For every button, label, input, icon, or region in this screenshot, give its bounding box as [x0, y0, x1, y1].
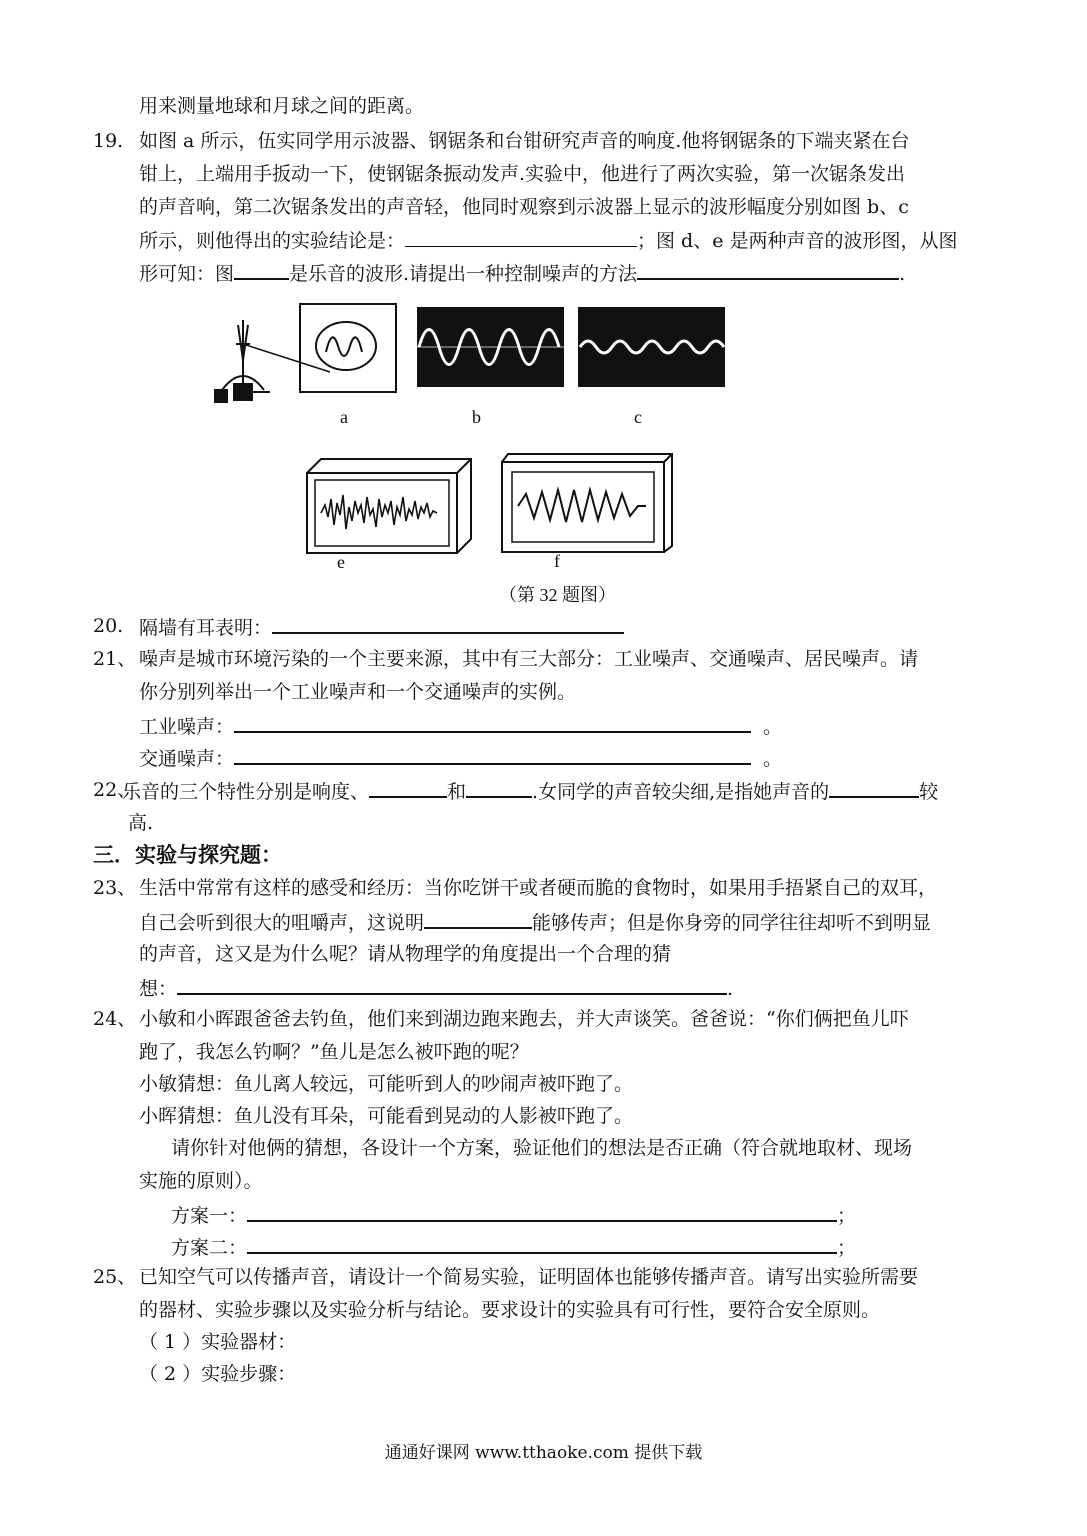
q21-industry-label: 工业噪声： — [139, 716, 235, 738]
q19-music-figure-blank[interactable] — [234, 260, 289, 280]
figure-label-a: a — [340, 407, 348, 427]
q19-line3: 的声音响，第二次锯条发出的声音轻，他同时观察到示波器上显示的波形幅度分别如图 b、c — [139, 196, 909, 218]
q19-line4-text2: ；图 d、e 是两种声音的波形图，从图 — [637, 230, 958, 252]
q22-text-d: 较 — [919, 781, 939, 803]
q21-line2: 你分别列举出一个工业噪声和一个交通噪声的实例。 — [139, 681, 577, 703]
q19-line5-text: 形可知：图 — [139, 263, 235, 285]
q20-answer-blank[interactable] — [272, 614, 624, 634]
figure-c-soft-wave — [578, 307, 725, 387]
q19-line4-text: 所示，则他得出的实验结论是： — [139, 230, 406, 252]
figure-e-noise-waveform — [303, 455, 475, 555]
section-3-heading: 三．实验与探究题： — [93, 842, 282, 867]
q25-number: 25、 — [93, 1266, 137, 1288]
q24-plan2-line — [171, 1234, 856, 1260]
q24-line6: 实施的原则）。 — [139, 1170, 263, 1192]
q24-plan1-label: 方案一： — [171, 1205, 248, 1227]
q23-line3: 的声音，这又是为什么呢？请从物理学的角度提出一个合理的猜 — [139, 943, 672, 965]
q21-number: 21、 — [93, 648, 137, 670]
q23-line1: 生活中常常有这样的感受和经历：当你吃饼干或者硬而脆的食物时，如果用手捂紧自己的双耳， — [139, 877, 938, 899]
q24-line2: 跑了，我怎么钓啊？”鱼儿是怎么被吓跑的呢？ — [139, 1041, 529, 1063]
figure-label-e: e — [337, 552, 345, 572]
q19-line5 — [139, 260, 905, 286]
q21-traffic-label: 交通噪声： — [139, 748, 235, 770]
q21-industry-blank[interactable] — [234, 713, 751, 733]
figure-label-b: b — [472, 407, 481, 427]
q22-number: 22、 — [93, 779, 137, 801]
q24-plan2-blank[interactable] — [247, 1234, 837, 1254]
q25-item1: （ 1 ）实验器材： — [139, 1331, 297, 1353]
q21-traffic-blank[interactable] — [234, 745, 751, 765]
q24-number: 24、 — [93, 1008, 137, 1030]
q18-tail: 用来测量地球和月球之间的距离。 — [139, 95, 425, 117]
q22-blank-3[interactable] — [829, 778, 919, 798]
q22-text-b: 和 — [447, 781, 467, 803]
page-footer: 通通好课网 www.tthaoke.com 提供下载 — [384, 1443, 703, 1463]
q24-line5: 请你针对他俩的猜想，各设计一个方案，验证他们的想法是否正确（符合就地取材、现场 — [171, 1137, 913, 1159]
q24-plan2-end: ； — [837, 1237, 857, 1259]
q23-line2-text: 自己会听到很大的咀嚼声，这说明 — [139, 912, 425, 934]
q22-text-a: 乐音的三个特性分别是响度、 — [122, 781, 370, 803]
q19-conclusion-blank[interactable] — [405, 228, 637, 247]
q21-industry-line — [139, 713, 782, 739]
q23-guess-blank[interactable] — [177, 975, 727, 995]
q19-number: 19. — [93, 130, 124, 152]
q21-industry-end: 。 — [763, 716, 783, 738]
q23-number: 23、 — [93, 877, 137, 899]
q25-line2: 的器材、实验步骤以及实验分析与结论。要求设计的实验具有可行性，要符合安全原则。 — [139, 1299, 881, 1321]
q24-line1: 小敏和小晖跟爸爸去钓鱼，他们来到湖边跑来跑去，并大声谈笑。爸爸说：“你们俩把鱼儿吓 — [139, 1008, 909, 1030]
q20-line — [139, 614, 624, 640]
q21-traffic-line — [139, 745, 782, 771]
q23-line2-text2: 能够传声；但是你身旁的同学往往却听不到明显 — [532, 912, 932, 934]
q23-line2 — [139, 909, 931, 935]
q20-text: 隔墙有耳表明： — [139, 617, 273, 639]
q24-plan1-line — [171, 1202, 856, 1228]
q22-blank-1[interactable] — [369, 778, 447, 798]
q25-item2: （ 2 ）实验步骤： — [139, 1363, 297, 1385]
q19-line4 — [139, 228, 958, 253]
q22-text-c: .女同学的声音较尖细,是指她声音的 — [532, 781, 830, 803]
q23-line4-end: . — [727, 978, 734, 1000]
q24-plan1-blank[interactable] — [247, 1202, 837, 1222]
q24-plan1-end: ； — [837, 1205, 857, 1227]
q22-line1 — [122, 778, 938, 804]
q19-line5-end: . — [899, 263, 906, 285]
q23-line4 — [139, 975, 733, 1001]
figure-caption: （第 32 题图） — [499, 585, 616, 605]
q24-plan2-label: 方案二： — [171, 1237, 248, 1259]
q24-line4: 小晖猜想：鱼儿没有耳朵，可能看到晃动的人影被吓跑了。 — [139, 1105, 634, 1127]
q21-traffic-end: 。 — [763, 748, 783, 770]
q21-line1: 噪声是城市环境污染的一个主要来源，其中有三大部分：工业噪声、交通噪声、居民噪声。请 — [139, 648, 919, 670]
q23-guess-label: 想： — [139, 978, 178, 1000]
figure-label-f: f — [554, 551, 560, 571]
figure-b-loud-wave — [417, 307, 564, 387]
q19-line5-text2: 是乐音的波形.请提出一种控制噪声的方法 — [289, 263, 638, 285]
q20-number: 20. — [93, 615, 124, 637]
q22-line2: 高. — [128, 812, 154, 834]
q19-line2: 钳上，上端用手扳动一下，使钢锯条振动发声.实验中，他进行了两次实验，第一次锯条发出 — [139, 163, 906, 185]
q22-blank-2[interactable] — [466, 778, 532, 798]
q25-line1: 已知空气可以传播声音，请设计一个简易实验，证明固体也能够传播声音。请写出实验所需要 — [139, 1266, 919, 1288]
q24-line3: 小敏猜想：鱼儿离人较远，可能听到人的吵闹声被吓跑了。 — [139, 1073, 634, 1095]
figure-a-apparatus — [210, 300, 400, 410]
q19-line1: 如图 a 所示，伍实同学用示波器、钢锯条和台钳研究声音的响度.他将钢锯条的下端夹紧在台 — [139, 130, 910, 152]
figure-label-c: c — [634, 407, 642, 427]
q19-noise-control-blank[interactable] — [637, 260, 899, 280]
q23-medium-blank[interactable] — [424, 909, 532, 929]
figure-f-tone-waveform — [498, 450, 676, 554]
